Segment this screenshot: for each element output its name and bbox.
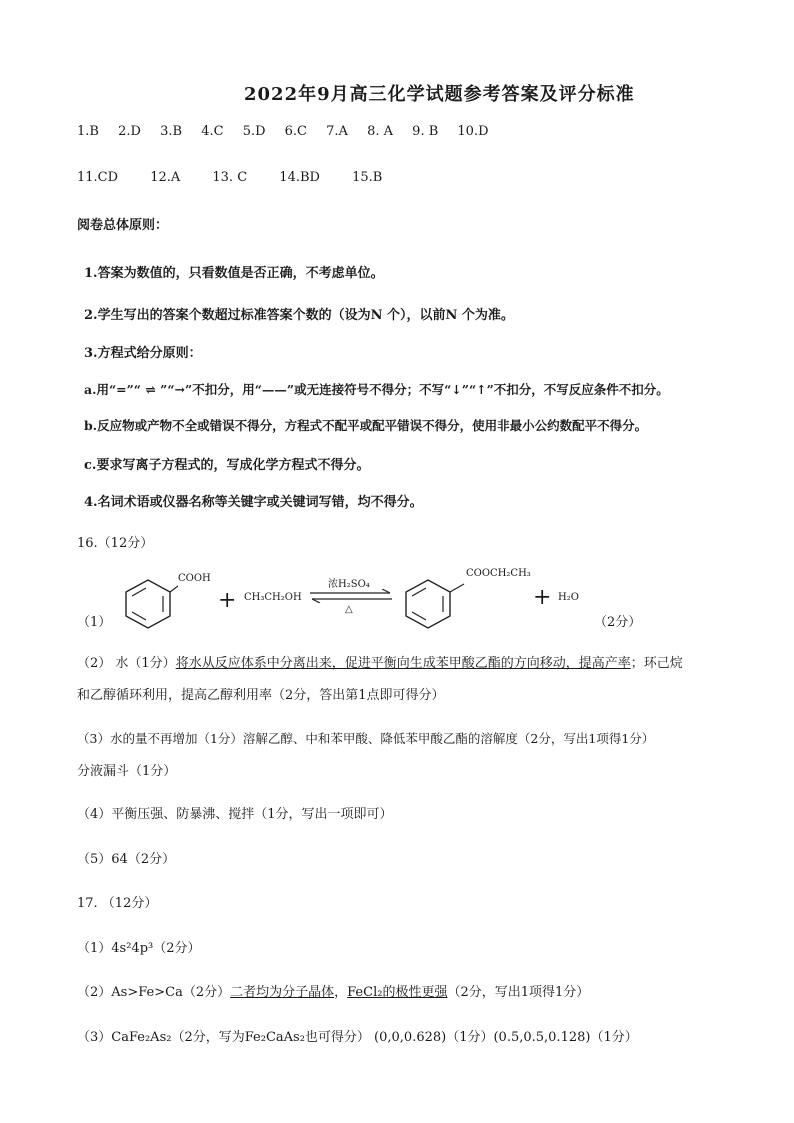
q16-answer-3: （3）水的量不再增加（1分）溶解乙醇、中和苯甲酸、降低苯甲酸乙酯的溶解度（2分，写出1项得1分） — [77, 731, 655, 746]
principles-heading: 阅卷总体原则： — [77, 218, 169, 233]
answer-item: 1.B — [77, 124, 99, 139]
reactant-cooh-label: COOH — [178, 573, 211, 584]
answer-item: 5.D — [242, 124, 266, 139]
answer-item: 8. A — [367, 124, 394, 139]
product-ester-label: COOCH₂CH₃ — [466, 568, 531, 579]
answer-item: 6.C — [284, 124, 308, 139]
q16-answer-5: （5）64（2分） — [77, 852, 176, 867]
q17-a2-prefix: （2）As>Fe>Ca（2分） — [77, 985, 231, 1000]
answer-item: 12.A — [150, 170, 181, 185]
answers-row-1 — [77, 124, 504, 139]
product-water-label: H₂O — [558, 592, 579, 603]
q17-a2-key-point-2: FeCl₂的极性更强 — [347, 985, 448, 1000]
q16-eq-score: （2分） — [594, 615, 642, 630]
principle-4: 4.名词术语或仪器名称等关键字或关键词写错，均不得分。 — [84, 495, 423, 510]
q17-answer-3: （3）CaFe₂As₂（2分，写为Fe₂CaAs₂也可得分） (0,0,0.628)（1分）(0.5,0.5,0.128)（1分） — [77, 1030, 638, 1045]
q16-answer-3-line2: 分液漏斗（1分） — [77, 764, 177, 779]
principle-3c: c.要求写离子方程式的，写成化学方程式不得分。 — [84, 458, 370, 473]
answer-item: 2.D — [118, 124, 141, 139]
q17-a2-key-point-1: 二者均为分子晶体 — [230, 985, 335, 1000]
principle-3: 3.方程式给分原则： — [84, 346, 202, 361]
equilibrium-arrow-icon — [308, 589, 394, 603]
answer-item: 3.B — [160, 124, 183, 139]
plus-sign: + — [218, 588, 237, 613]
q16-a2-suffix: ；环己烷 — [630, 656, 683, 671]
answer-item: 11.CD — [77, 170, 119, 185]
q16-eq-label: （1） — [77, 615, 112, 630]
condition-heat: △ — [345, 604, 353, 615]
q17-a2-separator: ， — [334, 985, 348, 1000]
q17-header: 17. （12分） — [77, 896, 158, 911]
q16-a2-key-point: 将水从反应体系中分离出来，促进平衡向生成苯甲酸乙酯的方向移动，提高产率 — [175, 656, 631, 671]
q17-answer-1: （1）4s²4p³（2分） — [77, 941, 201, 956]
answer-item: 9. B — [412, 124, 439, 139]
answer-item: 14.BD — [279, 170, 320, 185]
reactant-ethanol-label: CH₃CH₂OH — [244, 592, 302, 603]
answers-row-2 — [77, 170, 410, 185]
q17-answer-2 — [77, 981, 589, 1000]
q16-answer-4: （4）平衡压强、防暴沸、搅拌（1分，写出一项即可） — [77, 807, 393, 822]
principle-3a: a.用“=”“ ⇌ ”“→”不扣分，用“——”或无连接符号不得分；不写“↓”“↑”不扣分，不写反应条件不扣分。 — [84, 382, 669, 397]
q16-answer-2 — [77, 652, 683, 671]
answer-item: 7.A — [326, 124, 348, 139]
principle-1: 1.答案为数值的，只看数值是否正确，不考虑单位。 — [84, 266, 384, 281]
q16-a2-prefix: （2） 水（1分） — [77, 656, 176, 671]
principle-3b: b.反应物或产物不全或错误不得分，方程式不配平或配平错误不得分，使用非最小公约数配平不得分。 — [84, 418, 648, 433]
answer-item: 13. C — [212, 170, 248, 185]
q16-header: 16.（12分） — [77, 536, 154, 551]
q16-answer-2-line2: 和乙醇循环利用，提高乙醇利用率（2分，答出第1点即可得分） — [77, 688, 445, 703]
answer-item: 4.C — [201, 124, 224, 139]
principle-2: 2.学生写出的答案个数超过标准答案个数的（设为N 个），以前N 个为准。 — [84, 308, 514, 323]
answer-item: 10.D — [457, 124, 489, 139]
q17-a2-suffix: （2分，写出1项得1分） — [447, 985, 590, 1000]
plus-sign: + — [533, 585, 552, 610]
condition-catalyst: 浓H₂SO₄ — [328, 579, 370, 590]
benzene-ring-reactant — [118, 574, 178, 632]
page-title: 2022年9月高三化学试题参考答案及评分标准 — [244, 84, 635, 105]
answer-item: 15.B — [352, 170, 383, 185]
benzene-ring-product — [398, 574, 468, 632]
